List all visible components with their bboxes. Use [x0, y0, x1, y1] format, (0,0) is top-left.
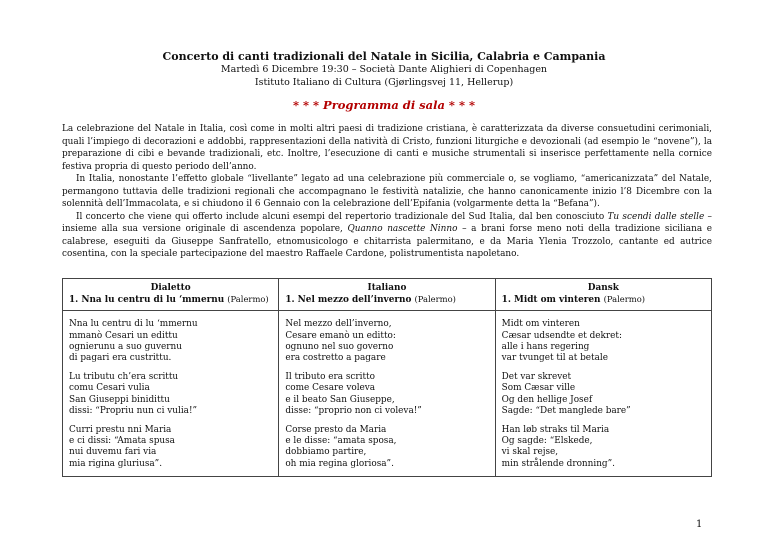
song-title [69, 294, 272, 306]
lyric-line: dobbiamo partire, [285, 447, 367, 458]
lyric-line: e le disse: “amata sposa, [285, 436, 397, 447]
lyric-line: comu Cesari vulia [69, 383, 150, 394]
lyric-line: San Giuseppi binidittu [69, 394, 170, 405]
lyric-line: Som Cæsar ville [501, 383, 576, 394]
intro-paragraph-2: In Italia, nonostante l’effetto globale “livellante” legato ad una celebrazione più commerciale o, se vogliamo, “americanizzata” del Natale, permangono tuttavia delle tradizioni regionali che accompagnano le festività natalizie, che hanno canonicamente inizio l’8 Dicembre con la solennità dell’Immacolata, e si chiudono il 6 Gennaio con la celebrazione dell’Epifania (volgarmente detta la “Befana”). [62, 174, 712, 209]
concert-title: Concerto di canti tradizionali del Natale in Sicilia, Calabria e Campania [162, 50, 606, 63]
lyric-line: disse: “proprio non ci voleva!” [285, 405, 422, 416]
lyric-line: Sagde: “Det manglede bare” [501, 405, 631, 416]
stanza-cell [63, 417, 279, 476]
lyric-line: mmanò Cesari un edittu [69, 330, 178, 341]
lyric-line: oh mia regina gloriosa”. [285, 458, 394, 469]
song-title-text: 1. Nel mezzo dell’inverno [285, 295, 412, 306]
intro-paragraph-1: La celebrazione del Natale in Italia, così come in molti altri paesi di tradizione cristiana, è caratterizzata da diverse consuetudini cerimoniali, quali l’impiego di decorazioni e addobbi, rappresentazioni della natività di Cristo, funzioni liturgiche e devozionali (ad esempio le “novene”), la preparazione di cibi e bevande tradizionali, etc. Inoltre, l’esecuzione di canti e musiche strumentali si inserisce perfettamente nella cornice festiva propria di questo periodo dell’anno. [62, 124, 712, 172]
lyric-line: Il tributo era scritto [285, 372, 375, 383]
lyric-line: Han løb straks til Maria [501, 425, 610, 436]
lyric-line: alle i hans regering [501, 341, 590, 352]
event-address: Istituto Italiano di Cultura (Gjørlingsvej 11, Hellerup) [254, 77, 514, 88]
column-name: Dialetto [150, 283, 191, 293]
table-header-row [63, 279, 712, 311]
stanza-cell [279, 311, 495, 364]
song-place: (Palermo) [227, 294, 269, 305]
lyric-line: dissi: “Propriu nun ci vulia!” [69, 405, 198, 416]
lyric-line: e ci dissi: “Amata spusa [69, 436, 175, 447]
lyric-line: ognierunu a suo guvernu [69, 341, 182, 352]
intro-p3-part-c: – a brani forse meno noti della tradizione siciliana e calabrese, eseguiti da Giuseppe Sanfratello, etnomusicologo e chitarrista palermitano, e da Maria Ylenia Trozzolo, cantante ed autrice cosentina, con la speciale partecipazione del maestro Raffaele Cardone, polistrumentista napoletano. [62, 224, 713, 259]
stanza-cell [495, 311, 711, 364]
lyric-line: Nna lu centru di lu ‘mmernu [69, 319, 198, 330]
stanza-cell [279, 417, 495, 476]
lyric-line: Lu tributu ch’era scrittu [69, 372, 179, 383]
lyric-line: ognuno nel suo governo [285, 341, 394, 352]
song-title [502, 294, 705, 306]
header-dialetto [63, 279, 279, 311]
lyric-line: Corse presto da Maria [285, 425, 387, 436]
page-number: 1 [696, 519, 703, 530]
stanza-row-3 [63, 417, 712, 476]
column-name: Italiano [367, 283, 407, 293]
song-title-tu-scendi: Tu scendi dalle stelle [607, 211, 705, 222]
document-header [0, 50, 768, 112]
stanza-cell [279, 364, 495, 417]
lyrics-table [62, 278, 712, 477]
stanza-cell [63, 364, 279, 417]
intro-text [62, 123, 712, 261]
lyric-line: Curri prestu nni Maria [69, 425, 172, 436]
lyric-line: era costretto a pagare [285, 353, 386, 364]
stanza-cell [495, 364, 711, 417]
song-title-text: 1. Nna lu centru di lu ‘mmernu [69, 295, 225, 306]
intro-p3-part-b: – insieme alla sua versione originale di ascendenza popolare, [62, 211, 712, 234]
song-title [285, 294, 488, 306]
intro-p3-part-a: Il concerto che viene qui offerto include alcuni esempi del repertorio tradizionale del Sud Italia, dal ben conosciuto [76, 211, 608, 222]
lyric-line: vi skal rejse, [501, 447, 559, 458]
song-title-quanno-nascette: Quanno nascette Ninno [347, 224, 458, 234]
stanza-cell [63, 311, 279, 364]
lyric-line: e il beato San Giuseppe, [285, 394, 395, 405]
lyric-line: nui duvemu fari via [69, 447, 157, 458]
song-place: (Palermo) [603, 294, 646, 305]
lyric-line: Det var skrevet [501, 372, 572, 383]
lyric-line: Og sagde: “Elskede, [501, 436, 593, 447]
lyric-line: di pagari era custrittu. [69, 353, 172, 364]
lyric-line: Cesare emanò un editto: [285, 330, 396, 341]
stanza-row-2 [63, 364, 712, 417]
intro-paragraph-3 [62, 211, 712, 261]
event-date-venue: Martedì 6 Dicembre 19:30 – Società Dante Alighieri di Copenhagen [220, 64, 548, 75]
lyric-line: var tvunget til at betale [501, 353, 608, 364]
header-italiano [279, 279, 495, 311]
song-place: (Palermo) [414, 294, 456, 305]
lyric-line: mia rigina gluriusa”. [69, 458, 163, 469]
programme-heading: * * * Programma di sala * * * [293, 98, 475, 112]
header-dansk [495, 279, 711, 311]
lyric-line: Nel mezzo dell’inverno, [285, 319, 392, 330]
lyric-line: Og den hellige Josef [501, 394, 593, 405]
song-title-text: 1. Midt om vinteren [501, 295, 601, 306]
lyric-line: Cæsar udsendte et dekret: [501, 330, 622, 341]
lyric-line: come Cesare voleva [285, 383, 376, 394]
lyric-line: min strålende dronning”. [501, 458, 615, 469]
column-name: Dansk [587, 283, 619, 293]
lyric-line: Midt om vinteren [501, 319, 580, 330]
stanza-cell [495, 417, 711, 476]
stanza-row-1 [63, 311, 712, 364]
